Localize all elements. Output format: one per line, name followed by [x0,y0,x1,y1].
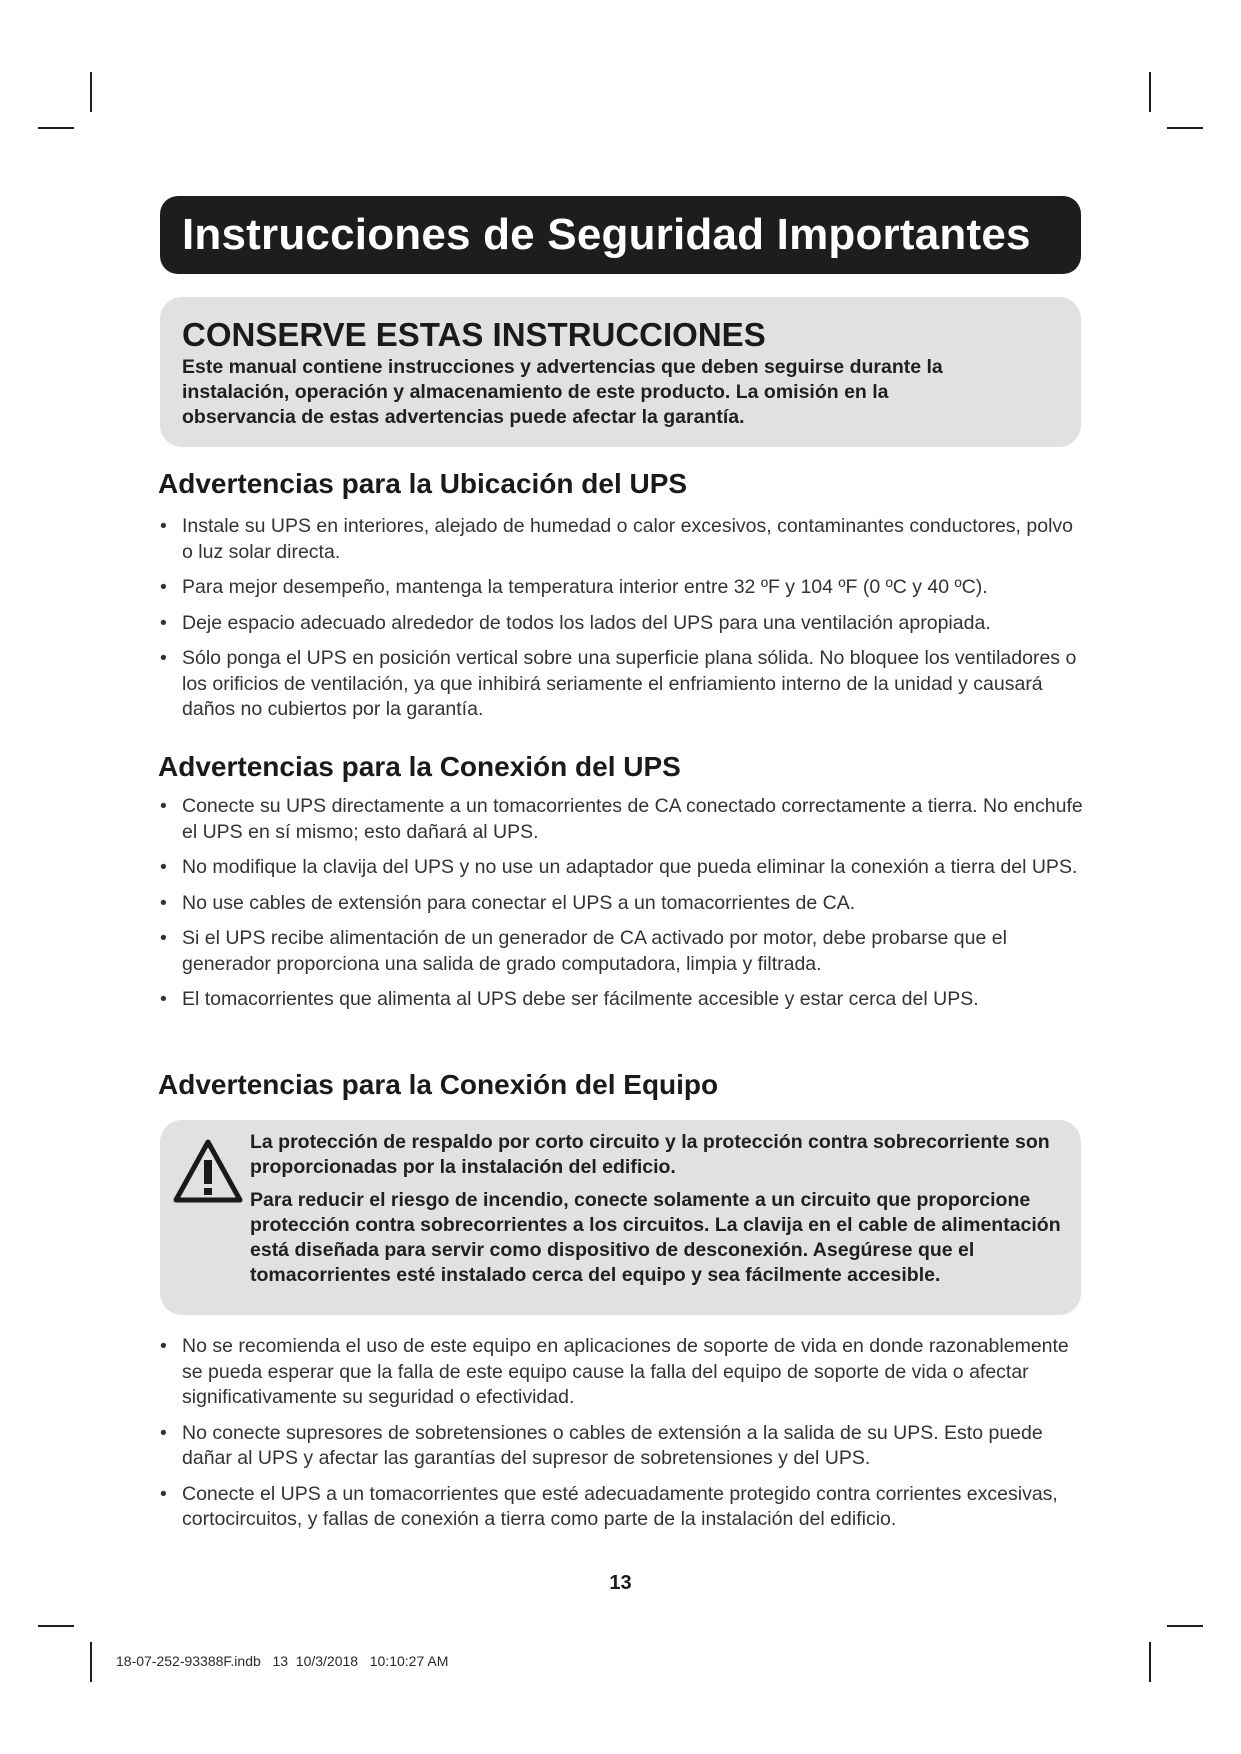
list-item [158,1334,1083,1411]
list-item [158,891,1083,917]
list-item-text: Si el UPS recibe alimentación de un generador de CA activado por motor, debe probarse que el generador proporciona una salida de grado computadora, limpia y filtrada. [182,927,1007,975]
warning-triangle-icon [172,1138,244,1204]
conserve-heading: CONSERVE ESTAS INSTRUCCIONES [182,316,766,353]
list-conexion-ups [158,794,1083,1023]
bullet-icon: • [160,515,167,537]
file-info: 18-07-252-93388F.indb 13 10/3/2018 10:10:27 AM [116,1653,449,1669]
list-item [158,855,1083,881]
title-banner [160,196,1081,274]
bullet-icon: • [160,611,167,634]
section-heading-conexion-equipo: Advertencias para la Conexión del Equipo [158,1069,719,1100]
list-item [158,611,1083,637]
section-heading-ubicacion: Advertencias para la Ubicación del UPS [158,468,688,499]
list-item [158,794,1083,845]
bullet-icon: • [160,988,167,1010]
bullet-icon: • [160,1335,167,1357]
crop-mark [38,127,74,129]
list-item [158,575,1083,601]
bullet-icon: • [160,576,167,598]
list-item-text: Instale su UPS en interiores, alejado de humedad o calor excesivos, contaminantes conductores, polvo o luz solar directa. [182,515,1074,563]
warning-paragraph: La protección de respaldo por corto circuito y la protección contra sobrecorriente son proporcionadas por la instalación del edificio. [250,1131,1050,1178]
crop-mark [1149,72,1151,112]
list-item [158,926,1083,977]
list-item [158,1421,1083,1472]
bullet-icon: • [160,647,167,669]
warning-paragraph: Para reducir el riesgo de incendio, conecte solamente a un circuito que proporcione protección contra sobrecorrientes a los circuitos. La clavija en el cable de alimentación está diseñada para servir como dispositivo de desconexión. Asegúrese que el tomacorrientes esté instalado cerca del equipo y sea fácilmente accesible. [250,1189,1061,1286]
list-item [158,1482,1083,1533]
crop-mark [1167,127,1203,129]
page-number: 13 [609,1572,632,1594]
crop-mark [90,1642,92,1682]
list-item-text: No se recomienda el uso de este equipo en aplicaciones de soporte de vida en donde razonablemente se pueda esperar que la falla de este equipo cause la falla del equipo de soporte de vida o afectar significativamente su seguridad o efectividad. [182,1335,1069,1408]
section-heading-conexion-ups: Advertencias para la Conexión del UPS [158,751,681,782]
list-item-text: No modifique la clavija del UPS y no use un adaptador que pueda eliminar la conexión a tierra del UPS. [182,856,1078,878]
list-item-text: Conecte su UPS directamente a un tomacorrientes de CA conectado correctamente a tierra. No enchufe el UPS en sí mismo; esto dañará al UPS. [182,795,1083,843]
page-title: Instrucciones de Seguridad Importantes [182,210,1031,259]
bullet-icon: • [160,795,167,817]
bullet-icon: • [160,927,167,949]
list-item-text: Deje espacio adecuado alrededor de todos los lados del UPS para una ventilación apropiada. [182,611,991,634]
bullet-icon: • [160,891,167,914]
list-item-text: El tomacorrientes que alimenta al UPS debe ser fácilmente accesible y estar cerca del UPS. [182,988,979,1010]
list-ubicacion [158,514,1083,733]
list-item-text: No conecte supresores de sobretensiones o cables de extensión a la salida de su UPS. Esto puede dañar al UPS y afectar las garantías del supresor de sobretensiones y del UPS. [182,1421,1043,1469]
list-item-text: No use cables de extensión para conectar el UPS a un tomacorrientes de CA. [182,891,856,914]
list-item [158,987,1083,1013]
warning-box [160,1120,1081,1315]
crop-mark [1149,1642,1151,1682]
crop-mark [90,72,92,112]
list-item-text: Para mejor desempeño, mantenga la temperatura interior entre 32 ºF y 104 ºF (0 ºC y 40 ºC). [182,576,988,598]
list-conexion-equipo [158,1334,1083,1543]
conserve-text: Este manual contiene instrucciones y advertencias que deben seguirse durante la instalación, operación y almacenamiento de este producto. La omisión en la observancia de estas advertencias puede afectar la garantía. [182,356,943,428]
list-item-text: Sólo ponga el UPS en posición vertical sobre una superficie plana sólida. No bloquee los ventiladores o los orificios de ventilación, ya que inhibirá seriamente el enfriamiento interno de la unidad y causará daños no cubiertos por la garantía. [182,647,1077,720]
list-item [158,646,1083,723]
list-item-text: Conecte el UPS a un tomacorrientes que esté adecuadamente protegido contra corrientes excesivas, cortocircuitos, y fallas de conexión a tierra como parte de la instalación del edificio. [182,1482,1058,1530]
list-item [158,514,1083,565]
bullet-icon: • [160,856,167,878]
bullet-icon: • [160,1421,167,1444]
crop-mark [38,1625,74,1627]
bullet-icon: • [160,1482,167,1505]
crop-mark [1167,1625,1203,1627]
conserve-instructions-box [160,297,1081,447]
